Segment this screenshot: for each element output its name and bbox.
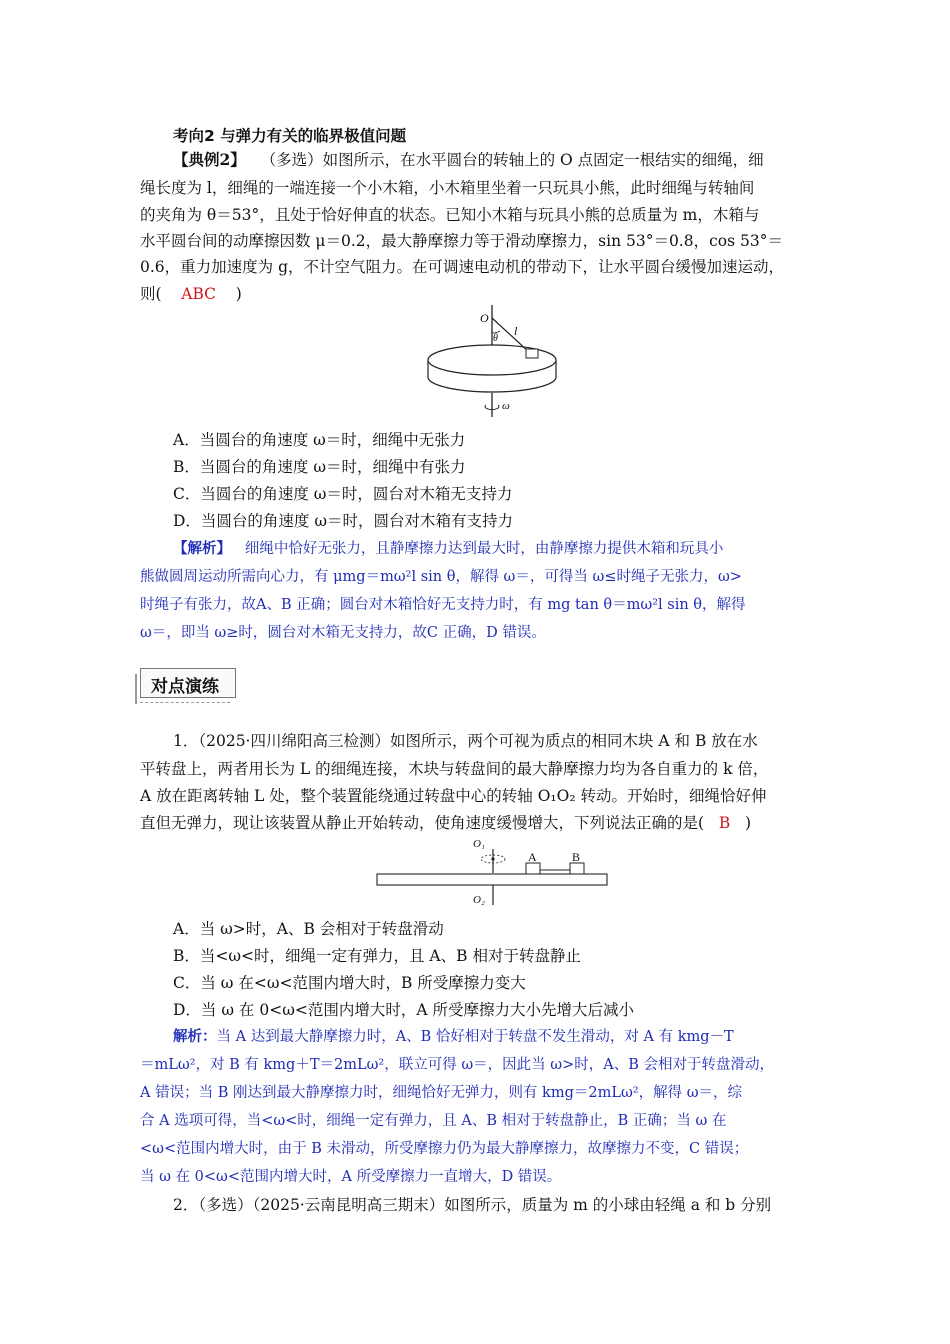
example-analysis-line-2: 熊做圆周运动所需向心力，有 μmg＝mω²l sin θ，解得 ω＝，可得当 ω≤时绳子无张力，ω> xyxy=(140,569,742,585)
example-analysis-line-3: 时绳子有张力，故A、B 正确；圆台对木箱恰好无支持力时，有 mg tan θ＝mω²l sin θ，解得 xyxy=(140,597,746,613)
example-answer-line: 则( ABC ) xyxy=(140,285,242,303)
turntable-blocks-figure xyxy=(375,835,610,915)
example-line-4: 水平圆台间的动摩擦因数 μ＝0.2，最大静摩擦力等于滑动摩擦力，sin 53°＝0.8，cos 53°＝ xyxy=(140,232,783,250)
q1-analysis-line-3: A 错误；当 B 刚达到最大静摩擦力时，细绳恰好无弹力，则有 kmg＝2mLω²，解得 ω＝，综 xyxy=(140,1085,743,1101)
q1-option-a: A．当 ω>时，A、B 会相对于转盘滑动 xyxy=(173,920,444,938)
fig-label-o1: O₁ xyxy=(473,838,485,850)
q1-analysis-line-2: ＝mLω²，对 B 有 kmg＋T＝2mLω²，联立可得 ω＝，因此当 ω>时，A、B 会相对于转盘滑动， xyxy=(140,1057,774,1073)
q1-analysis-line-6: 当 ω 在 0<ω<范围内增大时，A 所受摩擦力一直增大，D 错误。 xyxy=(140,1169,562,1185)
q1-analysis-line-5: <ω<范围内增大时，由于 B 未滑动，所受摩擦力仍为最大静摩擦力，故摩擦力不变，C 错误； xyxy=(140,1141,749,1157)
q2-line-1: 2．（多选）（2025·云南昆明高三期末）如图所示，质量为 m 的小球由轻绳 a 和 b 分别 xyxy=(173,1196,772,1214)
fig-label-o2: O₂ xyxy=(473,894,485,906)
example-line-5: 0.6，重力加速度为 g，不计空气阻力。在可调速电动机的带动下，让水平圆台缓慢加速运动， xyxy=(140,258,785,276)
q1-line-2: 平转盘上，两者用长为 L 的细绳连接，木块与转盘间的最大静摩擦力均为各自重力的 k 倍， xyxy=(140,760,769,778)
example-option-d: D．当圆台的角速度 ω＝时，圆台对木箱有支持力 xyxy=(173,512,513,530)
example-analysis-line-4: ω＝，即当 ω≥时，圆台对木箱无支持力，故C 正确，D 错误。 xyxy=(140,625,546,641)
example-analysis-label: 【解析】 xyxy=(173,540,231,557)
example-line-2: 绳长度为 l，细绳的一端连接一个小木箱，小木箱里坐着一只玩具小熊，此时细绳与转轴间 xyxy=(140,179,755,197)
q1-line-3: A 放在距离转轴 L 处，整个装置能绕通过转盘中心的转轴 O₁O₂ 转动。开始时，细绳恰好伸 xyxy=(140,787,767,805)
section-title: 考向2 与弹力有关的临界极值问题 xyxy=(173,127,407,145)
example-option-c: C．当圆台的角速度 ω＝时，圆台对木箱无支持力 xyxy=(173,485,513,503)
fig-label-b: B xyxy=(572,850,581,864)
practice-divider xyxy=(140,702,230,703)
example-answer: ABC xyxy=(181,285,217,303)
example-line-1 xyxy=(173,147,764,173)
q1-option-c: C．当 ω 在<ω<范围内增大时，B 所受摩擦力变大 xyxy=(173,974,526,992)
fig-label-a: A xyxy=(528,850,537,864)
q1-analysis-line-4: 合 A 选项可得，当<ω<时，细绳一定有弹力，且 A、B 相对于转盘静止，B 正确；当 ω 在 xyxy=(140,1113,727,1129)
example-option-a: A．当圆台的角速度 ω＝时，细绳中无张力 xyxy=(173,431,466,449)
example-option-b: B．当圆台的角速度 ω＝时，细绳中有张力 xyxy=(173,458,466,476)
fig-label-l: l xyxy=(514,324,518,338)
fig-label-o: O xyxy=(480,311,489,325)
turntable-figure xyxy=(420,305,570,420)
q1-answer: B xyxy=(718,814,731,832)
fig-label-omega: ω xyxy=(502,400,510,412)
q1-line-4: 直但无弹力，现让该装置从静止开始转动，使角速度缓慢增大，下列说法正确的是( B ) xyxy=(140,814,752,832)
example-text-1: （多选）如图所示，在水平圆台的转轴上的 O 点固定一根结实的细绳，细 xyxy=(260,151,764,169)
q1-line-1: 1．（2025·四川绵阳高三检测）如图所示，两个可视为质点的相同木块 A 和 B 放在水 xyxy=(173,732,758,750)
practice-header xyxy=(140,668,236,698)
example-analysis-line-1: 【解析】 细绳中恰好无张力，且静摩擦力达到最大时，由静摩擦力提供木箱和玩具小 xyxy=(173,540,724,557)
q1-analysis-label: 解析： xyxy=(173,1028,217,1045)
example-label: 【典例2】 xyxy=(173,150,246,169)
practice-title: 对点演练 xyxy=(151,677,219,697)
q1-option-b: B．当<ω<时，细绳一定有弹力，且 A、B 相对于转盘静止 xyxy=(173,947,581,965)
example-line-3: 的夹角为 θ＝53°，且处于恰好伸直的状态。已知小木箱与玩具小熊的总质量为 m，木箱与 xyxy=(140,206,760,224)
fig-label-theta: θ xyxy=(493,333,498,344)
q1-analysis-line-1: 解析：当 A 达到最大静摩擦力时，A、B 恰好相对于转盘不发生滑动，对 A 有 kmg－T xyxy=(173,1028,734,1045)
q1-option-d: D．当 ω 在 0<ω<范围内增大时，A 所受摩擦力大小先增大后减小 xyxy=(173,1001,634,1019)
